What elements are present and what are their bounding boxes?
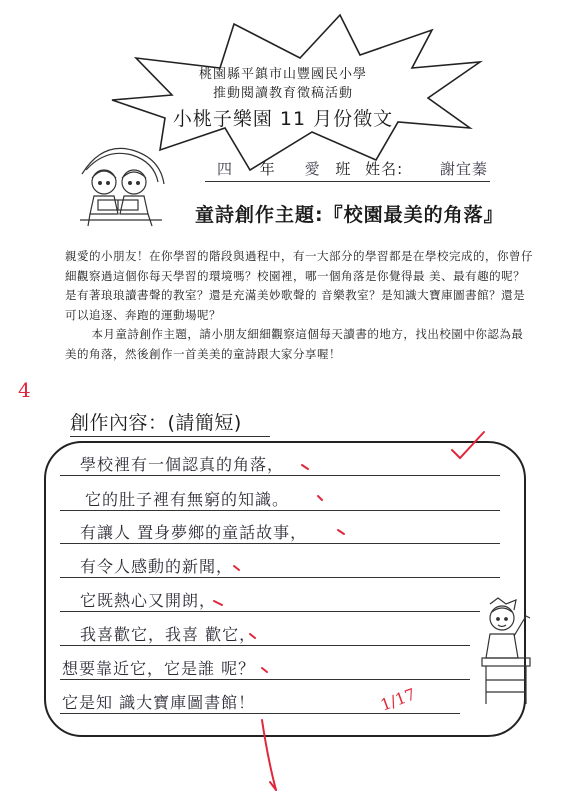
intro-paragraph-1: 親愛的小朋友！在你學習的階段與過程中，有一大部分的學習都是在學校完成的，你曾仔細觀察過這個你每天學習的環境嗎？校園裡，哪一個角落是你覺得最 美、最有趣的呢？是有著琅琅讀書聲的教室？還是充滿美妙歌聲的 音樂教室？是知識大寶庫圖書館？還是可以追逐、奔跑的運動場呢？ [65,249,533,322]
grade-value: 四 [216,160,233,178]
poem-line-6: 我喜歡它，我喜 歡它， [80,625,257,644]
grading-mark: 1/17 [377,684,419,715]
intro-paragraph-2: 本月童詩創作主題，請小朋友細細觀察這個每天讀書的地方，找出校園中你認為最美的角落，然後創作一首美美的童詩跟大家分享喔！ [65,327,524,361]
poem-line-2: 它的肚子裡有無窮的知識。 [85,490,290,509]
contest-title: 小桃子樂園 11 月份徵文 [172,108,394,130]
class-value: 愛 [304,160,321,178]
poem-line-7: 想要靠近它，它是誰 呢？ [62,659,256,678]
poem-line-5: 它既熱心又開朗， [80,591,217,610]
poem-line-8: 它是知 識大寶庫圖書館！ [62,693,256,712]
student-name: 謝宜蓁 [439,160,488,178]
poem-theme: 童詩創作主題:『校園最美的角落』 [195,204,504,226]
poem-line-3: 有讓人 置身夢鄉的童話故事， [80,523,308,542]
grade-suffix: 年 [259,160,276,178]
name-label: 姓名: [365,160,404,178]
margin-mark: 4 [18,378,31,402]
poem-line-4: 有令人感動的新聞， [80,557,234,576]
school-name: 桃園縣平鎮市山豐國民小學 [198,67,367,82]
poem-line-1: 學校裡有一個認真的角落， [80,455,285,474]
content-label: 創作內容：(請簡短) [70,412,242,434]
class-suffix: 班 [335,160,352,178]
activity-title: 推動閱讀教育徵稿活動 [212,86,353,101]
